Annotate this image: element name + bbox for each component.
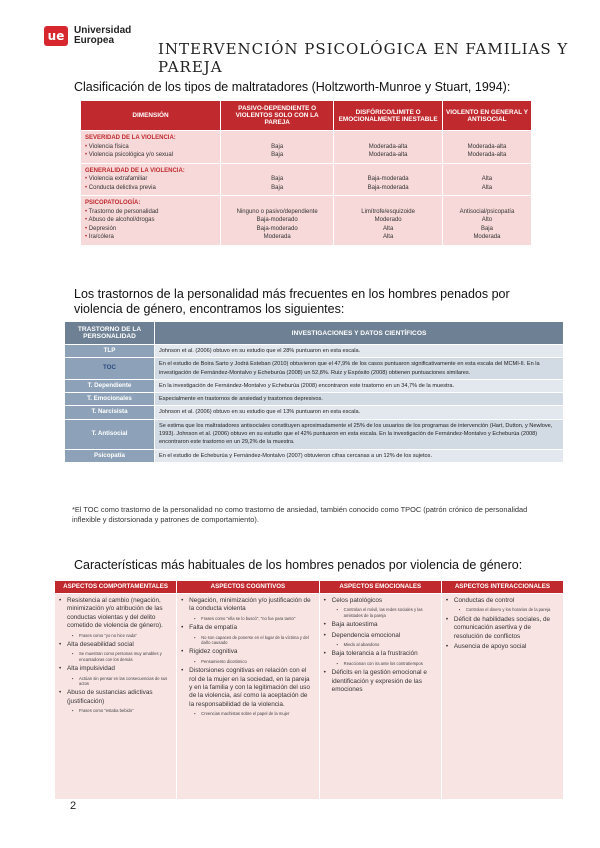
- disorder-name: T. Narcisista: [65, 406, 155, 419]
- cell: Alta: [382, 234, 394, 240]
- cell: Baja: [271, 152, 284, 158]
- cell: Baja: [480, 225, 493, 232]
- cell: Moderada: [473, 234, 501, 240]
- cell: Antisocial/psicopatía: [459, 208, 515, 215]
- university-logo: [44, 26, 131, 46]
- characteristic-example: ▪ Frases como "ella se lo buscó", "no fue para tanto": [181, 616, 314, 621]
- disorder-name: T. Antisocial: [65, 419, 155, 449]
- col-comportamentales: [55, 594, 177, 800]
- group-title: SEVERIDAD DE LA VIOLENCIA:: [85, 135, 176, 141]
- characteristic-item: • Ausencia de apoyo social: [446, 643, 558, 651]
- cell: Moderada-alta: [467, 143, 507, 150]
- dimension-item: Violencia extrafamiliar: [88, 176, 148, 182]
- characteristic-item: • Alta impulsividad: [59, 665, 171, 673]
- t1-col-header: DIMENSIÓN: [81, 101, 221, 131]
- table-row: [65, 379, 564, 392]
- t3-col-header: ASPECTOS COGNITIVOS: [177, 581, 320, 594]
- dimension-item: Trastorno de personalidad: [88, 208, 159, 215]
- characteristic-example: ▪ Controlan el móvil, las redes sociales y las amistades de la pareja: [324, 607, 436, 618]
- col-interaccionales: [441, 594, 563, 800]
- cell: Moderada-alta: [368, 152, 408, 158]
- group-title: PSICOPATOLOGÍA:: [85, 200, 141, 206]
- table-row: PSICOPATOLOGÍA: • Trastorno de personalidad • Abuso de alcohol/drogas • Depresión • Ira/cólera Ninguno o pasivo/dependiente Baja-moderado Baja-moderado Moderada Limítrofe/esquizoide Moderado Alta Alta Antisocial/psicopatía Alto Baja Moderada: [81, 196, 532, 246]
- caracteristicas-table: [54, 580, 564, 800]
- characteristic-example: ▪ Creencias machistas sobre el papel de la mujer: [181, 711, 314, 716]
- characteristic-item: • Distorsiones cognitivas en relación con el rol de la mujer en la sociedad, en la pareja y en la familia y con la legitimación del uso de la violencia, así como la aceptación de la responsabilidad de la violencia.: [181, 667, 314, 709]
- cell: Alta: [481, 184, 493, 191]
- logo-line-1: Universidad: [74, 25, 132, 36]
- table-row: [65, 393, 564, 406]
- table-row: [65, 406, 564, 419]
- characteristic-item: • Celos patológicos: [324, 597, 436, 605]
- cell: Baja-moderado: [256, 217, 298, 223]
- t3-col-header: ASPECTOS EMOCIONALES: [319, 581, 441, 594]
- disorder-desc: Especialmente en trastornos de ansiedad y trastornos depresivos.: [155, 393, 564, 406]
- t2-col-header: TRASTORNO DE LA PERSONALIDAD: [65, 322, 155, 345]
- dimension-item: Violencia psicológica y/o sexual: [88, 152, 174, 158]
- dimension-item: Abuso de alcohol/drogas: [88, 217, 155, 223]
- cell: Ninguno o pasivo/dependiente: [236, 208, 318, 215]
- t3-col-header: ASPECTOS COMPORTAMENTALES: [55, 581, 177, 594]
- disorder-desc: Se estima que los maltratadores antisociales constituyen aproximadamente el 25% de los usuarios de los programas de intervención (Hart, Dutton, y Newlove, 1993). Johnson et al. (2006) obtuvo en su estudio que el 42% puntuaron en esta escala. En la investigación de Fernández-Montalvo y Echeburúa (2008) encontraron este trastorno en un 29,2% de la muestra.: [155, 419, 564, 449]
- t3-col-header: ASPECTOS INTERACCIONALES: [441, 581, 563, 594]
- table-row: SEVERIDAD DE LA VIOLENCIA: • Violencia física • Violencia psicológica y/o sexual Baja Baja Moderada-alta Moderada-alta Moderada-alta Moderada-alta: [81, 131, 532, 164]
- t1-col-header: PASIVO-DEPENDIENTE O VIOLENTOS SOLO CON LA PAREJA: [221, 101, 334, 131]
- characteristic-item: • Baja autoestima: [324, 621, 436, 629]
- characteristic-example: ▪ Controlan el dinero y los horarios de la pareja: [446, 607, 558, 612]
- col-emocionales: [319, 594, 441, 800]
- table-row: GENERALIDAD DE LA VIOLENCIA: • Violencia extrafamiliar • Conducta delictiva previa Baja Baja Baja-moderada Baja-moderada Alta Alta: [81, 163, 532, 196]
- characteristic-item: • Dependencia emocional: [324, 632, 436, 640]
- table-row: [65, 449, 564, 462]
- characteristic-item: • Resistencia al cambio (negación, minimización y/o atribución de las conductas violentas y del delito cometido de violencia de género).: [59, 597, 171, 631]
- section2-heading: Los trastornos de la personalidad más frecuentes en los hombres penados por violencia de género, encontramos los siguientes:: [74, 287, 510, 316]
- logo-text: [74, 26, 131, 46]
- cell: Baja-moderada: [367, 176, 409, 182]
- cell: Baja-moderado: [256, 225, 298, 232]
- table-row: [65, 345, 564, 358]
- logo-mark-icon: ue: [44, 26, 68, 46]
- toc-footnote: *El TOC como trastorno de la personalidad no como trastorno de ansiedad, también conocido como TPOC (patrón crónico de personalidad inflexible y distorsionada y patrones de comportamiento).: [72, 505, 528, 524]
- disorder-name: T. Dependiente: [65, 379, 155, 392]
- cell: Baja: [271, 143, 284, 150]
- table-row: [65, 419, 564, 449]
- cell: Moderada-alta: [368, 143, 408, 150]
- disorder-name: Psicopatía: [65, 449, 155, 462]
- group-title: GENERALIDAD DE LA VIOLENCIA:: [85, 167, 185, 174]
- maltratadores-table: [80, 100, 532, 246]
- t1-col-header: VIOLENTO EN GENERAL Y ANTISOCIAL: [442, 101, 531, 131]
- section1-heading: Clasificación de los tipos de maltratadores (Holtzworth-Munroe y Stuart, 1994):: [74, 80, 511, 94]
- cell: Limítrofe/esquizoide: [361, 208, 415, 215]
- characteristic-item: • Baja tolerancia a la frustración: [324, 650, 436, 658]
- characteristic-example: ▪ Reaccionan con ira ante los contratiempos: [324, 661, 436, 666]
- cell: Baja-moderada: [367, 184, 409, 191]
- dimension-item: Conducta delictiva previa: [88, 184, 156, 191]
- characteristic-example: ▪ Miedo al abandono: [324, 642, 436, 647]
- logo-line-2: Europea: [74, 35, 115, 46]
- dimension-item: Violencia física: [88, 143, 129, 150]
- trastornos-table: [64, 321, 564, 463]
- cell: Alto: [481, 217, 493, 223]
- characteristic-example: ▪ Pensamiento dicotómico: [181, 659, 314, 664]
- characteristic-item: • Déficits en la gestión emocional e identificación y expresión de las emociones: [324, 669, 436, 694]
- dimension-item: Depresión: [88, 225, 117, 232]
- disorder-desc: En el estudio de Boira Sarto y Jodrá Esteban (2010) obtuvieron que el 47,9% de los casos puntuaron significativamente en esta escala del MCMI-II. En la investigación de Fernández-Montalvo y Echeburúa (2008) un 52,8%. Ruiz y Expósito (2008) obtienen puntuaciones similares.: [155, 358, 564, 380]
- cell: Alta: [481, 176, 493, 182]
- page-title: INTERVENCIÓN PSICOLÓGICA EN FAMILIAS Y PAREJA: [158, 40, 569, 76]
- col-cognitivos: [177, 594, 320, 800]
- characteristic-example: ▪ Frases como "yo no hice nada": [59, 633, 171, 638]
- disorder-desc: En la investigación de Fernández-Montalvo y Echeburúa (2008) encontraron este trastorno en un 34,7% de la muestra.: [155, 379, 564, 392]
- characteristic-item: • Negación, minimización y/o justificación de la conducta violenta: [181, 597, 314, 614]
- disorder-desc: Johnson et al. (2006) obtuvo en su estudio que el 13% puntuaron en esta escala.: [155, 406, 564, 419]
- characteristic-example: ▪ Se muestran como personas muy amables y encantadoras con los demás: [59, 651, 171, 662]
- characteristic-example: ▪ Actúan sin pensar en las consecuencias de sus actos: [59, 676, 171, 687]
- table-row: [65, 358, 564, 380]
- cell: Baja: [271, 176, 284, 182]
- characteristic-example: ▪ No son capaces de ponerse en el lugar de la víctima y del daño causado: [181, 635, 314, 646]
- cell: Moderada: [263, 234, 291, 240]
- disorder-name: TOC: [65, 358, 155, 380]
- page-number: 2: [70, 800, 77, 812]
- t2-col-header: INVESTIGACIONES Y DATOS CIENTÍFICOS: [155, 322, 564, 345]
- dimension-item: Ira/cólera: [88, 234, 114, 240]
- characteristic-example: ▪ Frases como "estaba bebido": [59, 708, 171, 713]
- disorder-name: TLP: [65, 345, 155, 358]
- characteristic-item: • Conductas de control: [446, 597, 558, 605]
- cell: Baja: [271, 184, 284, 191]
- characteristic-item: • Déficit de habilidades sociales, de comunicación asertiva y de resolución de conflictos: [446, 616, 558, 641]
- disorder-desc: Johnson et al. (2006) obtuvo en su estudio que el 28% puntuaron en esta escala.: [155, 345, 564, 358]
- t1-col-header: DISFÓRICO/LIMITE O EMOCIONALMENTE INESTABLE: [334, 101, 443, 131]
- disorder-name: T. Emocionales: [65, 393, 155, 406]
- characteristic-item: • Abuso de sustancias adictivas (justificación): [59, 689, 171, 706]
- cell: Moderada-alta: [467, 152, 507, 158]
- characteristic-item: • Falta de empatía: [181, 624, 314, 632]
- cell: Moderado: [374, 217, 402, 223]
- characteristic-item: • Rigidez cognitiva: [181, 648, 314, 656]
- cell: Alta: [382, 225, 394, 232]
- section3-heading: Características más habituales de los hombres penados por violencia de género:: [74, 558, 523, 572]
- characteristic-item: • Alta deseabilidad social: [59, 641, 171, 649]
- disorder-desc: En el estudio de Echeburúa y Fernández-Montalvo (2007) obtuvieron cifras cercanas a un 12% de los sujetos.: [155, 449, 564, 462]
